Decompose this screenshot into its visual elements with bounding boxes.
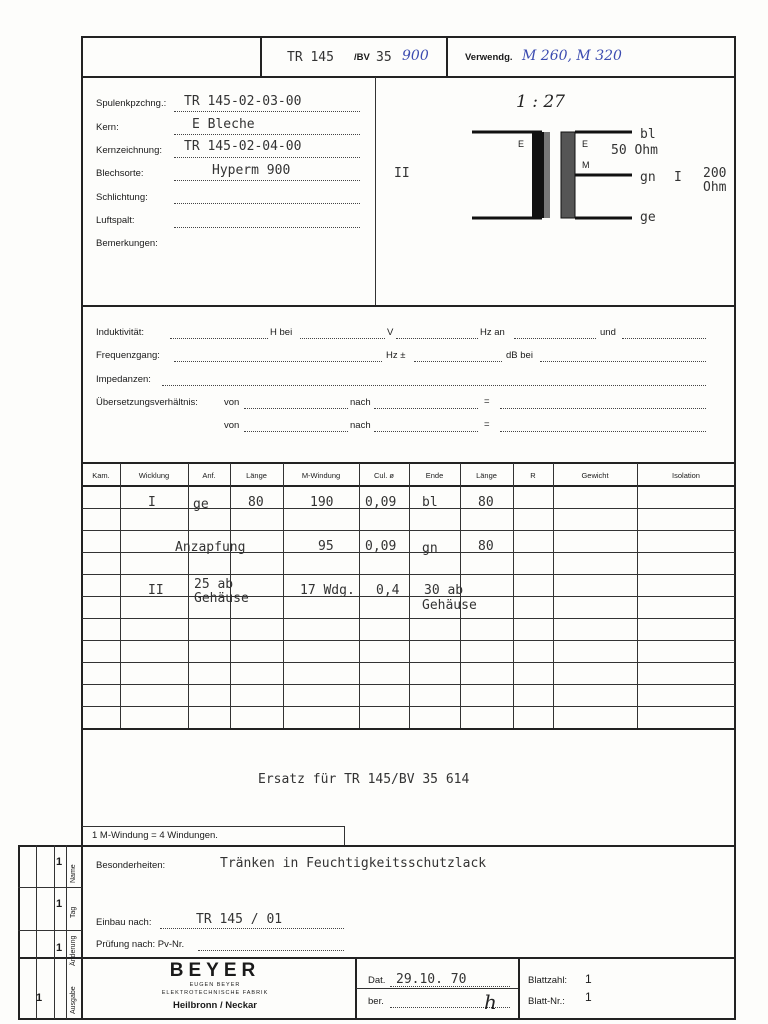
r3-anf-1: 25 ab bbox=[194, 577, 234, 592]
blechsorte-value: Hyperm 900 bbox=[212, 163, 291, 178]
row-line-2 bbox=[82, 530, 735, 531]
transformer-core-diagram bbox=[460, 120, 640, 230]
row-line-6 bbox=[82, 618, 735, 619]
th-laenge2: Länge bbox=[476, 471, 497, 480]
blechsorte-label: Blechsorte: bbox=[96, 168, 144, 179]
r2-mwindung: 95 bbox=[318, 539, 334, 554]
th-laenge: Länge bbox=[246, 471, 267, 480]
footer-row bbox=[356, 988, 518, 989]
r1-laenge: 80 bbox=[248, 495, 264, 510]
diagram-label-e1: E bbox=[518, 139, 525, 149]
h-bei-label: H bei bbox=[270, 327, 293, 338]
ind-line-3 bbox=[396, 338, 478, 339]
luftspalt-line bbox=[174, 227, 360, 228]
th-ende: Ende bbox=[425, 471, 444, 480]
kernzeichnung-value: TR 145-02-04-00 bbox=[184, 139, 302, 154]
kern-line bbox=[174, 134, 360, 135]
rev-entry-3: 1 bbox=[56, 942, 63, 954]
core-left-stack bbox=[544, 132, 550, 218]
r2-ende: gn bbox=[422, 541, 438, 556]
coil-section-sep bbox=[375, 77, 376, 305]
ind-line-4 bbox=[514, 338, 596, 339]
einbau-line bbox=[160, 928, 344, 929]
rev-entry-4: 1 bbox=[36, 992, 43, 1004]
mwindung-note-right bbox=[344, 826, 345, 845]
blattzahl-label: Blattzahl: bbox=[528, 975, 568, 986]
rev-ausgabe-label: Ausgabe bbox=[70, 986, 77, 1014]
diagram-label-m: M bbox=[582, 160, 590, 170]
blattzahl-value: 1 bbox=[585, 972, 592, 986]
db-bei-label: dB bei bbox=[506, 350, 533, 361]
pruefung-line bbox=[198, 950, 344, 951]
th-gewicht: Gewicht bbox=[581, 471, 609, 480]
blattnr-label: Blatt-Nr.: bbox=[528, 996, 565, 1007]
r3-mwindung: 17 Wdg. bbox=[300, 583, 355, 598]
ueb-line-6 bbox=[500, 431, 706, 432]
ratio-note: 1 : 27 bbox=[516, 92, 565, 112]
induktivitaet-label: Induktivität: bbox=[96, 327, 145, 338]
row-line-1 bbox=[82, 508, 735, 509]
imp-line bbox=[162, 385, 706, 386]
kernzeichnung-label: Kernzeichnung: bbox=[96, 145, 163, 156]
von-label-1: von bbox=[224, 397, 240, 408]
spulenkpzchng-label: Spulenkpzchng.: bbox=[96, 98, 167, 109]
r1-laenge2: 80 bbox=[478, 495, 494, 510]
r2-anzapfung: Anzapfung bbox=[175, 540, 246, 555]
r1-cul: 0,09 bbox=[365, 495, 397, 510]
r3-anf-2: Gehäuse bbox=[194, 591, 249, 606]
rev-row-2 bbox=[18, 930, 82, 931]
r3-ende-2: Gehäuse bbox=[422, 598, 477, 613]
ersatz-note: Ersatz für TR 145/BV 35 614 bbox=[258, 772, 470, 787]
ueb-line-2 bbox=[374, 408, 478, 409]
r1-anf: ge bbox=[193, 497, 209, 512]
blattnr-value: 1 bbox=[585, 990, 592, 1004]
und-label: und bbox=[600, 327, 616, 338]
ber-label: ber. bbox=[368, 996, 384, 1007]
besonderheiten-value: Tränken in Feuchtigkeitsschutzlack bbox=[220, 856, 487, 871]
schlichtung-label: Schlichtung: bbox=[96, 192, 148, 203]
r1-wicklung: I bbox=[148, 495, 156, 510]
r3-wicklung: II bbox=[148, 583, 164, 598]
eq-label-1: = bbox=[484, 396, 490, 407]
diagram-label-ohm: Ohm bbox=[703, 180, 727, 195]
row-line-4 bbox=[82, 574, 735, 575]
ueb-line-1 bbox=[244, 408, 348, 409]
von-label-2: von bbox=[224, 420, 240, 431]
dat-value: 29.10. 70 bbox=[396, 972, 467, 987]
freq-line-3 bbox=[540, 361, 706, 362]
einbau-value: TR 145 / 01 bbox=[196, 912, 283, 927]
row-line-10 bbox=[82, 706, 735, 707]
th-anf: Anf. bbox=[202, 471, 216, 480]
rev-entry-2: 1 bbox=[56, 898, 63, 910]
row-line-7 bbox=[82, 640, 735, 641]
spulenkpzchng-value: TR 145-02-03-00 bbox=[184, 94, 302, 109]
rev-entry-1: 1 bbox=[56, 856, 63, 868]
th-cul: Cul. ø bbox=[373, 471, 394, 480]
th-wicklung: Wicklung bbox=[138, 471, 170, 480]
header-sep-1 bbox=[260, 37, 262, 77]
ueb-line-3 bbox=[500, 408, 706, 409]
row-line-9 bbox=[82, 684, 735, 685]
usage-label: Verwendg. bbox=[465, 52, 513, 63]
kern-label: Kern: bbox=[96, 122, 119, 133]
ind-line-5 bbox=[622, 338, 706, 339]
r3-ende-1: 30 ab bbox=[424, 583, 464, 598]
company-line-1: EUGEN BEYER bbox=[189, 982, 241, 988]
mwindung-note: 1 M-Windung = 4 Windungen. bbox=[92, 830, 218, 841]
ind-line-1 bbox=[170, 338, 268, 339]
footer-sep-2 bbox=[518, 958, 520, 1019]
hz-an-label: Hz an bbox=[480, 327, 505, 338]
r2-laenge2: 80 bbox=[478, 539, 494, 554]
header-sep-2 bbox=[446, 37, 448, 77]
r3-cul: 0,4 bbox=[376, 583, 400, 598]
r1-mwindung: 190 bbox=[310, 495, 334, 510]
kern-value: E Bleche bbox=[192, 117, 255, 132]
blechsorte-line bbox=[174, 180, 360, 181]
core-right-limb bbox=[561, 132, 575, 218]
th-kam: Kam. bbox=[92, 471, 110, 480]
ber-value: h bbox=[484, 990, 497, 1014]
impedanzen-label: Impedanzen: bbox=[96, 374, 151, 385]
luftspalt-label: Luftspalt: bbox=[96, 215, 135, 226]
eq-label-2: = bbox=[484, 419, 490, 430]
besonderheiten-label: Besonderheiten: bbox=[96, 860, 166, 871]
company-line-2: ELEKTROTECHNISCHE FABRIK bbox=[161, 990, 269, 996]
bv-suffix: 900 bbox=[402, 48, 429, 64]
table-bottom bbox=[82, 728, 735, 730]
company-logo: BEYER bbox=[169, 960, 261, 981]
row-line-5 bbox=[82, 596, 735, 597]
company-city: Heilbronn / Neckar bbox=[173, 1000, 257, 1011]
th-isolation: Isolation bbox=[672, 471, 700, 480]
einbau-label: Einbau nach: bbox=[96, 917, 152, 928]
rev-col-2 bbox=[54, 845, 55, 1019]
freq-line-2 bbox=[414, 361, 502, 362]
part-number: TR 145 bbox=[287, 50, 334, 65]
dat-label: Dat. bbox=[368, 975, 386, 986]
rev-col-3 bbox=[66, 845, 67, 1019]
frequenzgang-label: Frequenzgang: bbox=[96, 350, 160, 361]
winding-ii-label: II bbox=[394, 166, 410, 181]
diagram-label-e2: E bbox=[582, 139, 589, 149]
th-r: R bbox=[530, 471, 536, 480]
diagram-label-200: 200 bbox=[703, 166, 727, 181]
ueb-line-5 bbox=[374, 431, 478, 432]
r1-ende: bl bbox=[422, 495, 438, 510]
pruefung-label: Prüfung nach: Pv-Nr. bbox=[96, 939, 185, 950]
bottom-divider-2 bbox=[18, 957, 735, 959]
diagram-label-50ohm: 50 Ohm bbox=[611, 143, 658, 158]
diagram-label-gn: gn bbox=[640, 170, 656, 185]
v-label: V bbox=[387, 327, 394, 338]
uebersetzung-label: Übersetzungsverhältnis: bbox=[96, 397, 198, 408]
rev-row-1 bbox=[18, 887, 82, 888]
usage-value: M 260, M 320 bbox=[522, 48, 622, 64]
bottom-divider bbox=[18, 845, 735, 847]
hz-pm-label: Hz ± bbox=[386, 350, 406, 361]
schlichtung-line bbox=[174, 203, 360, 204]
rev-aenderung-label: Änderung bbox=[70, 935, 77, 966]
th-mwindung: M-Windung bbox=[301, 471, 341, 480]
row-line-8 bbox=[82, 662, 735, 663]
core-left-limb bbox=[532, 132, 544, 218]
diagram-label-i: I bbox=[674, 170, 682, 185]
nach-label-2: nach bbox=[350, 420, 371, 431]
diagram-label-ge: ge bbox=[640, 210, 656, 225]
bv-number: 35 bbox=[376, 50, 392, 65]
bemerkungen-label: Bemerkungen: bbox=[96, 238, 158, 249]
revision-bottom bbox=[18, 1018, 82, 1020]
diagram-label-bl: bl bbox=[640, 127, 656, 142]
revision-left bbox=[18, 845, 20, 1019]
mwindung-note-top bbox=[82, 826, 344, 827]
ind-line-2 bbox=[300, 338, 385, 339]
rev-tag-label: Tag bbox=[70, 906, 77, 918]
r2-cul: 0,09 bbox=[365, 539, 397, 554]
bv-label: /BV bbox=[354, 52, 370, 63]
kernzeichnung-line bbox=[174, 157, 360, 158]
ueb-line-4 bbox=[244, 431, 348, 432]
freq-line-1 bbox=[174, 361, 382, 362]
rev-name-label: Name bbox=[70, 864, 77, 883]
nach-label-1: nach bbox=[350, 397, 371, 408]
coil-section-divider bbox=[82, 305, 735, 307]
header-divider bbox=[82, 76, 735, 78]
spulenkpzchng-line bbox=[174, 111, 360, 112]
